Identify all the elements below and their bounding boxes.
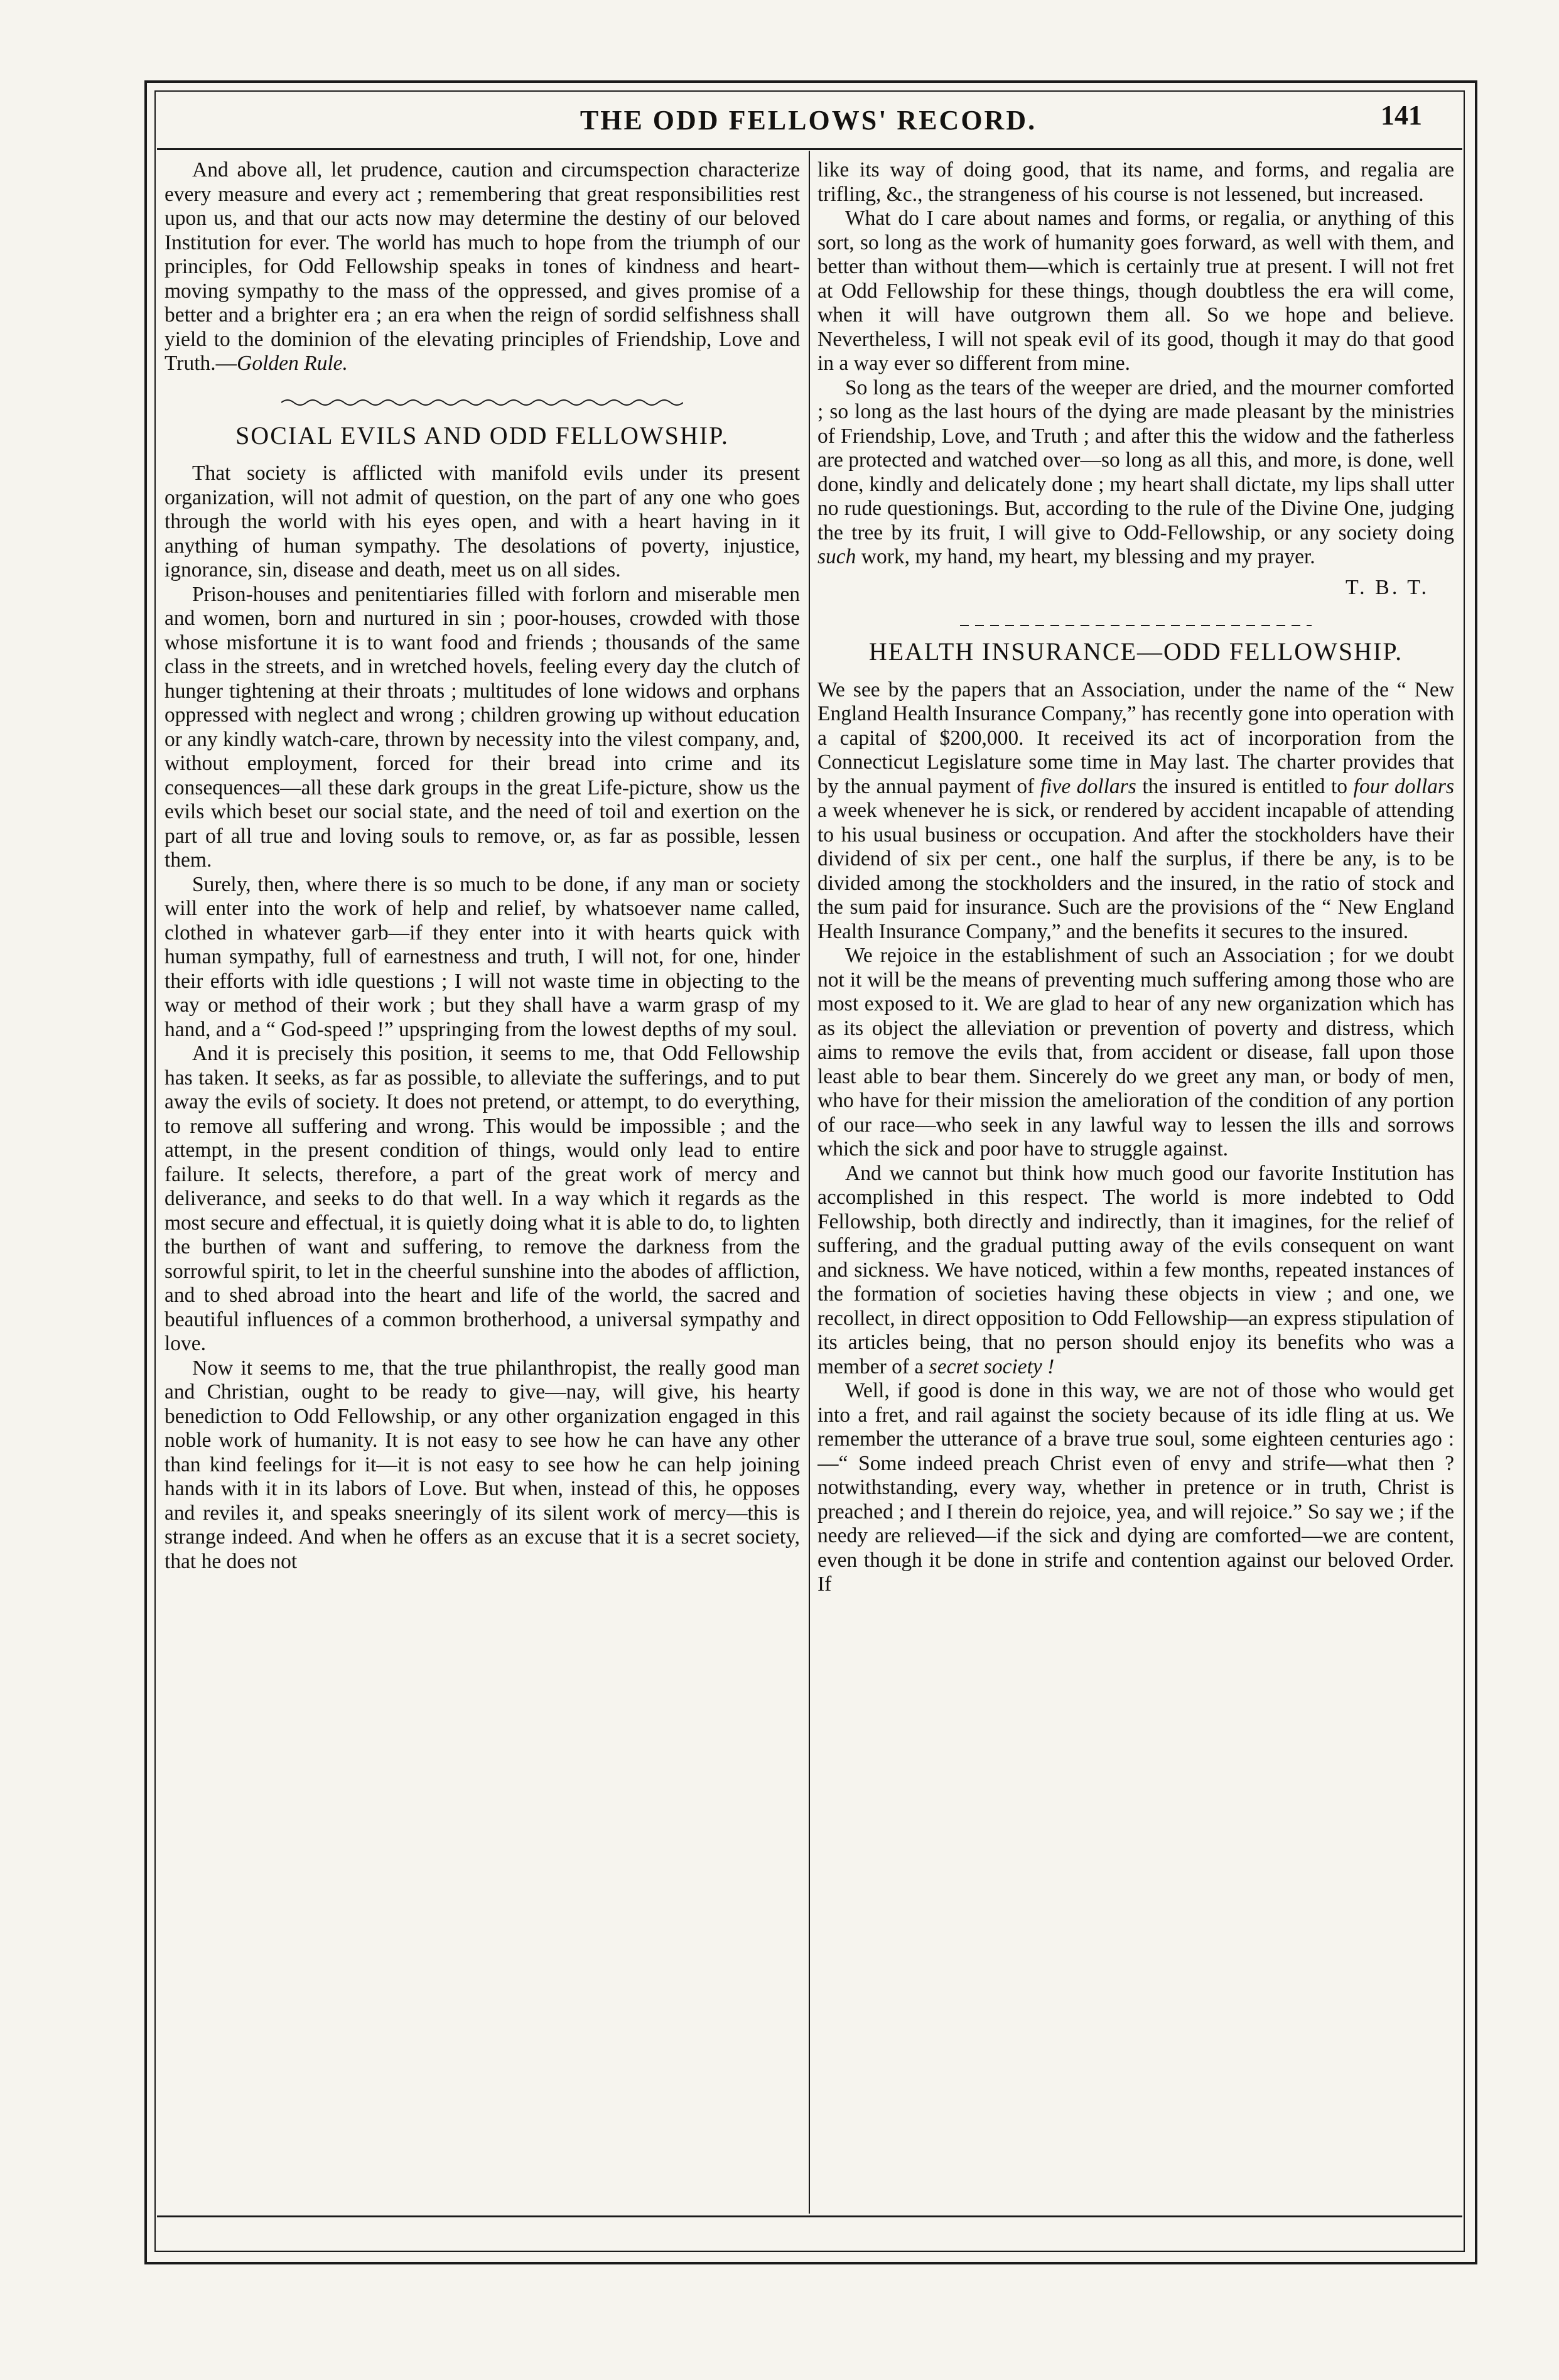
paragraph: We see by the papers that an Association, under the name of the “ New England Health Insurance Company,” has recently gone into operation with a capital of $200,000. It received its act of incorporation from the Connecticut Legislature some time in May last. The charter provides that by the annual payment of five dollars the insured is entitled to four dollars a week whenever he is sick, or rendered by accident incapable of attending to his usual business or occupation. And after the stockholders have their dividend of six per cent., one half the surplus, if there be any, is to be divided among the stockholders and the insured, in the ratio of stock and the sum paid for insurance. Such are the provisions of the “ New England Health Insurance Company,” and the benefits it secures to the insured. xyxy=(817,678,1454,943)
paragraph: We rejoice in the establishment of such an Association ; for we doubt not it will be the means of preventing much suffering among those who are most exposed to it. We are glad to hear of any new organization which has as its object the alleviation or prevention of poverty and distress, which aims to remove the evils that, from accident or disease, fall upon those least able to bear them. Sincerely do we greet any man, or body of men, who have for their mission the amelioration of the condition of any portion of our race—who seek in any lawful way to lessen the ills and sorrows which the sick and poor have to struggle against. xyxy=(817,944,1454,1160)
page-header xyxy=(157,94,1460,147)
article-title: HEALTH INSURANCE—ODD FELLOWSHIP. xyxy=(868,637,1403,666)
paragraph: Now it seems to me, that the true philanthropist, the really good man and Christian, ought to be ready to give—nay, will give, his hearty benediction to Odd Fellowship, or any other organization engaged in this noble work of humanity. It is not easy to see how he can have any other than kind feelings for it—it is not easy to see how he can help joining hands with it in its labors of Love. But when, instead of this, he opposes and reviles it, and speaks sneeringly of its silent work of mercy—this is strange indeed. And when he offers as an excuse that it is a secret society, that he does not xyxy=(165,1356,800,1573)
paragraph: Prison-houses and penitentiaries filled with forlorn and miserable men and women, born and nurtured in sin ; poor-houses, crowded with those whose misfortune it is to want food and friends ; thousands of the same class in the streets, and in wretched hovels, feeling every day the clutch of hunger tightening at their throats ; multitudes of lone widows and orphans oppressed with neglect and wrong ; children growing up without education or any kindly watch-care, thrown by necessity into the vilest company, and, without employment, forced for their bread into crime and its consequences—all these dark groups in the great Life-picture, show us the evils which beset our social state, and the need of toil and exertion on the part of all true and loving souls to remove, or, as far as possible, lessen them. xyxy=(165,582,800,872)
paragraph: Surely, then, where there is so much to be done, if any man or society will enter into the work of help and relief, by whatsoever name called, clothed in whatever garb—if they enter into it with hearts quick with human sympathy, full of earnestness and truth, I will not, for one, hinder their efforts with idle questions ; I will not waste time in objecting to the way or method of their work ; but they shall have a warm grasp of my hand, and a “ God-speed !” upspringing from the lowest depths of my soul. xyxy=(165,872,800,1041)
footer-rule xyxy=(157,2215,1462,2217)
left-column xyxy=(165,158,800,2209)
paragraph: And above all, let prudence, caution and circumspection characterize every measure and every act ; remembering that great responsibilities rest upon us, and that our acts now may determine the destiny of our beloved Institution for ever. The world has much to hope from the triumph of our principles, for Odd Fellowship speaks in tones of kindness and heart-moving sympathy to the mass of the oppressed, and gives promise of a better and a brighter era ; an era when the reign of sordid selfishness shall yield to the dominion of the elevating principles of Friendship, Love and Truth.—Golden Rule. xyxy=(165,158,800,375)
column-divider xyxy=(809,151,810,2214)
emphasis: secret society ! xyxy=(929,1355,1055,1378)
page-number: 141 xyxy=(1381,100,1422,131)
paragraph: What do I care about names and forms, or regalia, or anything of this sort, so long as the work of humanity goes forward, as well with them, and better than without them—which is certainly true at present. I will not fret at Odd Fellowship for these things, though doubtless the era will come, when it will have outgrown them all. So we hope and believe. Nevertheless, I will not speak evil of its good, though it may do that good in a way ever so different from mine. xyxy=(817,207,1454,375)
article-title: SOCIAL EVILS AND ODD FELLOWSHIP. xyxy=(235,421,729,450)
paragraph: And we cannot but think how much good our favorite Institution has accomplished in this respect. The world is more indebted to Odd Fellowship, both directly and indirectly, than it imagines, for the relief of suffering, and the gradual putting away of the evils consequent on want and sickness. We have noticed, within a few months, repeated instances of the formation of societies having these objects in view ; and one, we recollect, in direct opposition to Odd Fellowship—an express stipulation of its articles being, that no person should enjoy its benefits who was a member of a secret society ! xyxy=(817,1161,1454,1378)
emphasis: four dollars xyxy=(1353,774,1454,798)
paragraph: That society is afflicted with manifold evils under its present organization, will not admit of question, on the part of any one who goes through the world with his eyes open, and with a heart having in it anything of human sympathy. The desolations of poverty, injustice, ignorance, sin, disease and death, meet us on all sides. xyxy=(165,462,800,581)
paragraph: So long as the tears of the weeper are dried, and the mourner comforted ; so long as the last hours of the dying are made pleasant by the ministries of Friendship, Love, and Truth ; and after this the widow and the fatherless are protected and watched over—so long as all this, and more, is done, well done, kindly and delicately done ; my heart shall dictate, my lips shall utter no rude questionings. But, according to the rule of the Divine One, judging the tree by its fruit, I will give to Odd-Fellowship, or any society doing such work, my hand, my heart, my blessing and my prayer. xyxy=(817,376,1454,568)
emphasis: such xyxy=(817,545,856,568)
dashed-divider xyxy=(960,622,1312,629)
author-signature: T. B. T. xyxy=(1345,575,1429,599)
ornamental-divider xyxy=(281,398,683,408)
paragraph: And it is precisely this position, it seems to me, that Odd Fellowship has taken. It seeks, as far as possible, to alleviate the sufferings, and to put away the evils of society. It does not pretend, or attempt, to do everything, to remove all suffering and wrong. This would be impossible ; and the attempt, in the present condition of things, would only lead to entire failure. It selects, therefore, a part of the great work of mercy and deliverance, and seeks to do that well. In a way which it regards as the most secure and effectual, it is quietly doing what it is able to do, to lighten the burthen of want and suffering, to remove the darkness from the sorrowful spirit, to let in the cheerful sunshine into the abodes of affliction, and to shed abroad into the heart and life of the world, the sacred and beautiful influences of a common brotherhood, a universal sympathy and love. xyxy=(165,1042,800,1355)
header-rule xyxy=(157,148,1462,150)
running-title: THE ODD FELLOWS' RECORD. xyxy=(580,105,1037,136)
right-column xyxy=(817,158,1454,2209)
source-citation: Golden Rule. xyxy=(237,352,348,375)
emphasis: five dollars xyxy=(1040,774,1136,798)
paragraph: Well, if good is done in this way, we are not of those who would get into a fret, and rail against the society because of its idle fling at us. We remember the utterance of a brave true soul, some eighteen centuries ago :—“ Some indeed preach Christ even of envy and strife—what then ? notwithstanding, every way, whether in pretence or in truth, Christ is preached ; and I therein do rejoice, yea, and will rejoice.” So say we ; if the needy are relieved—if the sick and dying are comforted—we are content, even though it be done in strife and contention against our beloved Order. If xyxy=(817,1379,1454,1596)
paragraph: like its way of doing good, that its name, and forms, and regalia are trifling, &c., the strangeness of his course is not lessened, but increased. xyxy=(817,158,1454,206)
